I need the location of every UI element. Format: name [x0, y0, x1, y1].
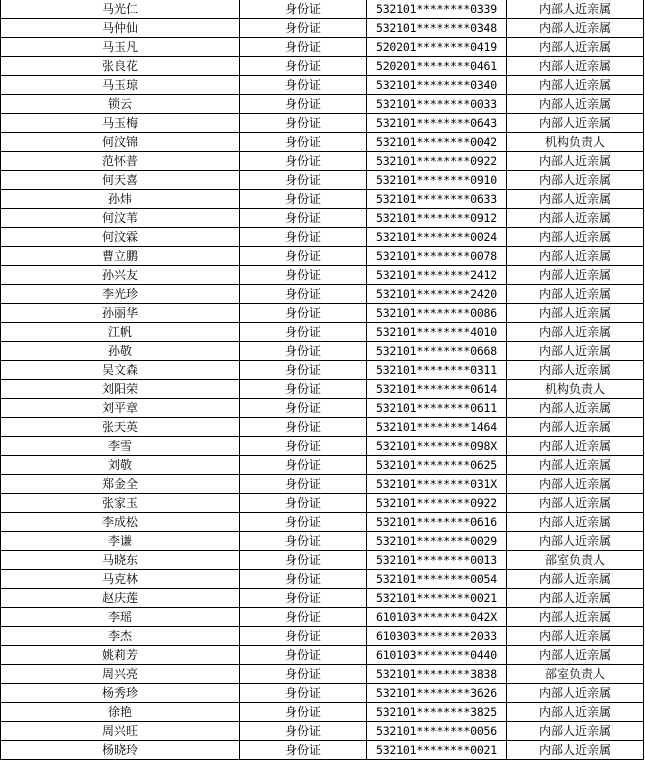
table-row [1, 133, 644, 152]
id-type-cell: 身份证 [240, 342, 367, 361]
relationship-cell: 内部人近亲属 [507, 532, 644, 551]
id-type-cell: 身份证 [240, 684, 367, 703]
relationship-cell: 内部人近亲属 [507, 95, 644, 114]
id-number-cell: 532101********0013 [367, 551, 507, 570]
table-row [1, 475, 644, 494]
id-number-cell: 532101********4010 [367, 323, 507, 342]
id-number-cell: 532101********3838 [367, 665, 507, 684]
relationship-cell: 内部人近亲属 [507, 722, 644, 741]
table-row [1, 627, 644, 646]
name-cell: 张家玉 [1, 494, 240, 513]
name-cell: 张良花 [1, 57, 240, 76]
table-row [1, 190, 644, 209]
id-type-cell: 身份证 [240, 551, 367, 570]
name-cell: 李光珍 [1, 285, 240, 304]
id-type-cell: 身份证 [240, 323, 367, 342]
id-number-cell: 532101********0668 [367, 342, 507, 361]
relationship-cell: 内部人近亲属 [507, 703, 644, 722]
table-row [1, 513, 644, 532]
name-cell: 马玉梅 [1, 114, 240, 133]
table-row [1, 684, 644, 703]
table-row [1, 323, 644, 342]
id-type-cell: 身份证 [240, 209, 367, 228]
table-row [1, 76, 644, 95]
table-row [1, 589, 644, 608]
name-cell: 刘敬 [1, 456, 240, 475]
table-row [1, 703, 644, 722]
relationship-cell: 内部人近亲属 [507, 741, 644, 760]
relationship-cell: 内部人近亲属 [507, 304, 644, 323]
relationship-cell: 内部人近亲属 [507, 513, 644, 532]
id-number-cell: 532101********0910 [367, 171, 507, 190]
relationship-cell: 内部人近亲属 [507, 361, 644, 380]
id-type-cell: 身份证 [240, 285, 367, 304]
name-cell: 何汶霖 [1, 228, 240, 247]
id-number-cell: 532101********0033 [367, 95, 507, 114]
id-number-cell: 532101********0611 [367, 399, 507, 418]
id-type-cell: 身份证 [240, 190, 367, 209]
table-row [1, 570, 644, 589]
table-row [1, 361, 644, 380]
id-number-cell: 532101********0086 [367, 304, 507, 323]
id-number-cell: 532101********0029 [367, 532, 507, 551]
table-row [1, 437, 644, 456]
name-cell: 周兴亮 [1, 665, 240, 684]
relationship-cell: 内部人近亲属 [507, 494, 644, 513]
name-cell: 姚莉芳 [1, 646, 240, 665]
table-row [1, 399, 644, 418]
relationship-cell: 内部人近亲属 [507, 456, 644, 475]
table-row [1, 380, 644, 399]
relationship-cell: 部室负责人 [507, 551, 644, 570]
id-number-cell: 532101********0340 [367, 76, 507, 95]
table-row [1, 532, 644, 551]
id-type-cell: 身份证 [240, 133, 367, 152]
name-cell: 马玉琼 [1, 76, 240, 95]
relationship-cell: 内部人近亲属 [507, 19, 644, 38]
name-cell: 杨晓玲 [1, 741, 240, 760]
id-type-cell: 身份证 [240, 418, 367, 437]
id-number-cell: 532101********0024 [367, 228, 507, 247]
id-type-cell: 身份证 [240, 304, 367, 323]
id-number-cell: 532101********0616 [367, 513, 507, 532]
id-type-cell: 身份证 [240, 494, 367, 513]
table-row [1, 285, 644, 304]
relationship-cell: 内部人近亲属 [507, 684, 644, 703]
table-row [1, 494, 644, 513]
name-cell: 江帆 [1, 323, 240, 342]
relationship-cell: 内部人近亲属 [507, 646, 644, 665]
table-row [1, 551, 644, 570]
name-cell: 孙兴友 [1, 266, 240, 285]
id-number-cell: 532101********2412 [367, 266, 507, 285]
relationship-cell: 部室负责人 [507, 665, 644, 684]
table-row [1, 608, 644, 627]
id-number-cell: 532101********1464 [367, 418, 507, 437]
relationship-cell: 内部人近亲属 [507, 228, 644, 247]
id-type-cell: 身份证 [240, 475, 367, 494]
id-type-cell: 身份证 [240, 247, 367, 266]
id-type-cell: 身份证 [240, 399, 367, 418]
table-row [1, 304, 644, 323]
id-type-cell: 身份证 [240, 589, 367, 608]
relationship-cell: 内部人近亲属 [507, 57, 644, 76]
id-type-cell: 身份证 [240, 570, 367, 589]
id-number-cell: 532101********098X [367, 437, 507, 456]
id-type-cell: 身份证 [240, 19, 367, 38]
name-cell: 李杰 [1, 627, 240, 646]
table-row [1, 247, 644, 266]
id-type-cell: 身份证 [240, 0, 367, 19]
table-row [1, 646, 644, 665]
id-number-cell: 520201********0461 [367, 57, 507, 76]
id-type-cell: 身份证 [240, 456, 367, 475]
id-type-cell: 身份证 [240, 741, 367, 760]
id-number-cell: 532101********0078 [367, 247, 507, 266]
relationship-cell: 内部人近亲属 [507, 608, 644, 627]
relationship-cell: 内部人近亲属 [507, 190, 644, 209]
id-type-cell: 身份证 [240, 627, 367, 646]
table-row [1, 38, 644, 57]
name-cell: 孙丽华 [1, 304, 240, 323]
name-cell: 曹立鹏 [1, 247, 240, 266]
relationship-cell: 内部人近亲属 [507, 323, 644, 342]
table-row [1, 171, 644, 190]
relationship-cell: 内部人近亲属 [507, 589, 644, 608]
table-row [1, 95, 644, 114]
id-type-cell: 身份证 [240, 608, 367, 627]
id-number-cell: 532101********0625 [367, 456, 507, 475]
relationship-cell: 内部人近亲属 [507, 266, 644, 285]
id-type-cell: 身份证 [240, 532, 367, 551]
id-number-cell: 532101********0922 [367, 152, 507, 171]
id-number-cell: 532101********0339 [367, 0, 507, 19]
table-row [1, 665, 644, 684]
id-type-cell: 身份证 [240, 380, 367, 399]
name-cell: 马玉凡 [1, 38, 240, 57]
relationship-cell: 内部人近亲属 [507, 475, 644, 494]
id-number-cell: 610103********042X [367, 608, 507, 627]
id-number-cell: 532101********0054 [367, 570, 507, 589]
id-number-cell: 520201********0419 [367, 38, 507, 57]
relationship-cell: 内部人近亲属 [507, 209, 644, 228]
table-row [1, 418, 644, 437]
id-type-cell: 身份证 [240, 437, 367, 456]
table-body [1, 0, 644, 760]
name-cell: 马仲仙 [1, 19, 240, 38]
name-cell: 何天喜 [1, 171, 240, 190]
table-row [1, 209, 644, 228]
name-cell: 李成松 [1, 513, 240, 532]
id-type-cell: 身份证 [240, 76, 367, 95]
name-cell: 锁云 [1, 95, 240, 114]
relationship-cell: 内部人近亲属 [507, 437, 644, 456]
relationship-cell: 内部人近亲属 [507, 171, 644, 190]
id-number-cell: 532101********0348 [367, 19, 507, 38]
table-row [1, 152, 644, 171]
table-row [1, 228, 644, 247]
id-type-cell: 身份证 [240, 152, 367, 171]
table-row [1, 57, 644, 76]
relationship-cell: 内部人近亲属 [507, 627, 644, 646]
name-cell: 周兴旺 [1, 722, 240, 741]
table-row [1, 0, 644, 19]
table-row [1, 342, 644, 361]
id-type-cell: 身份证 [240, 171, 367, 190]
id-type-cell: 身份证 [240, 266, 367, 285]
id-type-cell: 身份证 [240, 646, 367, 665]
relationship-cell: 内部人近亲属 [507, 114, 644, 133]
relationship-cell: 内部人近亲属 [507, 570, 644, 589]
id-type-cell: 身份证 [240, 114, 367, 133]
name-cell: 刘阳荣 [1, 380, 240, 399]
relationship-cell: 内部人近亲属 [507, 418, 644, 437]
name-cell: 杨秀珍 [1, 684, 240, 703]
relationship-cell: 内部人近亲属 [507, 152, 644, 171]
name-cell: 张天英 [1, 418, 240, 437]
name-cell: 何汶苇 [1, 209, 240, 228]
id-number-cell: 532101********3626 [367, 684, 507, 703]
id-number-cell: 532101********0614 [367, 380, 507, 399]
name-cell: 郑金全 [1, 475, 240, 494]
id-number-cell: 532101********0643 [367, 114, 507, 133]
name-cell: 李谦 [1, 532, 240, 551]
id-number-cell: 532101********0042 [367, 133, 507, 152]
id-number-cell: 532101********3825 [367, 703, 507, 722]
name-cell: 何汶锦 [1, 133, 240, 152]
name-cell: 李雪 [1, 437, 240, 456]
id-type-cell: 身份证 [240, 228, 367, 247]
relationship-cell: 内部人近亲属 [507, 76, 644, 95]
name-cell: 马光仁 [1, 0, 240, 19]
table-row [1, 19, 644, 38]
relationship-cell: 内部人近亲属 [507, 342, 644, 361]
id-type-cell: 身份证 [240, 361, 367, 380]
id-number-cell: 532101********0922 [367, 494, 507, 513]
id-number-cell: 532101********0311 [367, 361, 507, 380]
id-type-cell: 身份证 [240, 513, 367, 532]
id-type-cell: 身份证 [240, 57, 367, 76]
table-row [1, 722, 644, 741]
id-number-cell: 532101********031X [367, 475, 507, 494]
id-number-cell: 610303********2033 [367, 627, 507, 646]
id-type-cell: 身份证 [240, 703, 367, 722]
relationship-cell: 机构负责人 [507, 133, 644, 152]
id-number-cell: 532101********0633 [367, 190, 507, 209]
name-cell: 吴文森 [1, 361, 240, 380]
id-type-cell: 身份证 [240, 722, 367, 741]
id-number-cell: 532101********0056 [367, 722, 507, 741]
id-type-cell: 身份证 [240, 38, 367, 57]
relationship-cell: 内部人近亲属 [507, 0, 644, 19]
table-row [1, 266, 644, 285]
relationship-cell: 内部人近亲属 [507, 399, 644, 418]
id-number-cell: 532101********0021 [367, 589, 507, 608]
name-cell: 徐艳 [1, 703, 240, 722]
relationship-cell: 内部人近亲属 [507, 285, 644, 304]
relationship-cell: 机构负责人 [507, 380, 644, 399]
id-number-cell: 532101********2420 [367, 285, 507, 304]
name-cell: 马晓东 [1, 551, 240, 570]
name-cell: 赵庆莲 [1, 589, 240, 608]
name-cell: 马克林 [1, 570, 240, 589]
name-cell: 孙敬 [1, 342, 240, 361]
id-type-cell: 身份证 [240, 95, 367, 114]
table-row [1, 456, 644, 475]
id-number-cell: 532101********0021 [367, 741, 507, 760]
table-row [1, 741, 644, 760]
relationship-cell: 内部人近亲属 [507, 38, 644, 57]
name-cell: 李瑶 [1, 608, 240, 627]
relationship-cell: 内部人近亲属 [507, 247, 644, 266]
id-number-cell: 610103********0440 [367, 646, 507, 665]
id-type-cell: 身份证 [240, 665, 367, 684]
name-cell: 刘平章 [1, 399, 240, 418]
table-row [1, 114, 644, 133]
name-cell: 孙炜 [1, 190, 240, 209]
id-number-cell: 532101********0912 [367, 209, 507, 228]
name-cell: 范怀普 [1, 152, 240, 171]
